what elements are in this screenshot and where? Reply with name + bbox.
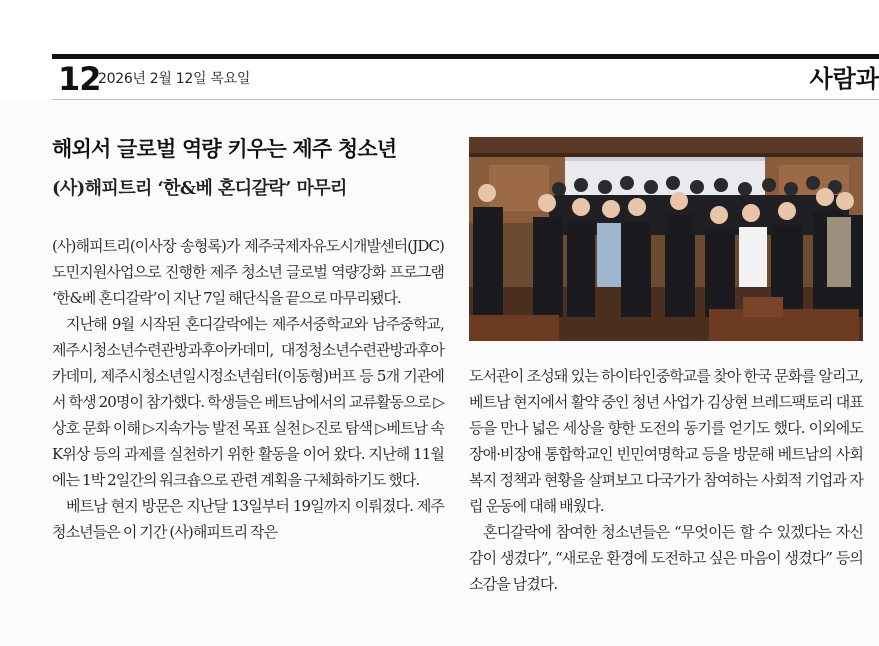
section-title: 사람과 <box>809 65 879 93</box>
group-photo-icon <box>469 137 863 341</box>
article-body-left-column <box>52 233 444 545</box>
paragraph: 혼디갈락에 참여한 청소년들은 “무엇이든 할 수 있겠다는 자신감이 생겼다”, “새로운 환경에 도전하고 싶은 마음이 생겼다” 등의 소감을 남겼다. <box>469 523 863 593</box>
article-subhead: (사)해피트리 ‘한&베 혼디갈락’ 마무리 <box>52 178 347 199</box>
paragraph: 도서관이 조성돼 있는 하이타인중학교를 찾아 한국 문화를 알리고, 베트남 현지에서 활약 중인 청년 사업가 김상현 브레드팩토리 대표 등을 만나 넓은 세상을 향한 도전의 동기를 얻기도 했다. 이외에도 장애·비장애 통합학교인 빈민여명학교 등을 방문해 베트남의 사회복지 정책과 현황을 살펴보고 다국가가 참여하는 사회적 기업과 자립 운동에 대해 배웠다. <box>469 367 863 515</box>
issue-date: 2026년 2월 12일 목요일 <box>98 71 251 87</box>
page-number: 12 <box>58 60 101 98</box>
paragraph: (사)해피트리(이사장 송형록)가 제주국제자유도시개발센터(JDC) 도민지원사업으로 진행한 제주 청소년 글로벌 역량강화 프로그램 ‘한&베 혼디갈락’이 지난 7일 해단식을 끝으로 마무리됐다. <box>52 237 444 307</box>
paragraph: 베트남 현지 방문은 지난달 13일부터 19일까지 이뤄졌다. 제주 청소년들은 이 기간 (사)해피트리 작은 <box>52 497 444 541</box>
paragraph: 지난해 9월 시작된 혼디갈락에는 제주서중학교와 남주중학교, 제주시청소년수련관방과후아카데미, 대정청소년수련관방과후아카데미, 제주시청소년일시정소년쉼터(이동형)버프 등 5개 기관에서 학생 20명이 참가했다. 학생들은 베트남에서의 교류활동으로 ▷상호 문화 이해 ▷지속가능 발전 목표 실천 ▷진로 탐색 ▷베트남 속 K위상 등의 과제를 실천하기 위한 활동을 이어 왔다. 지난해 11월에는 1박 2일간의 워크숍으로 관련 계획을 구체화하기도 했다. <box>52 315 444 489</box>
top-rule <box>52 54 879 59</box>
article-body-right-column <box>469 363 863 597</box>
group-photo <box>469 137 863 341</box>
article-headline: 해외서 글로벌 역량 키우는 제주 청소년 <box>52 136 397 161</box>
